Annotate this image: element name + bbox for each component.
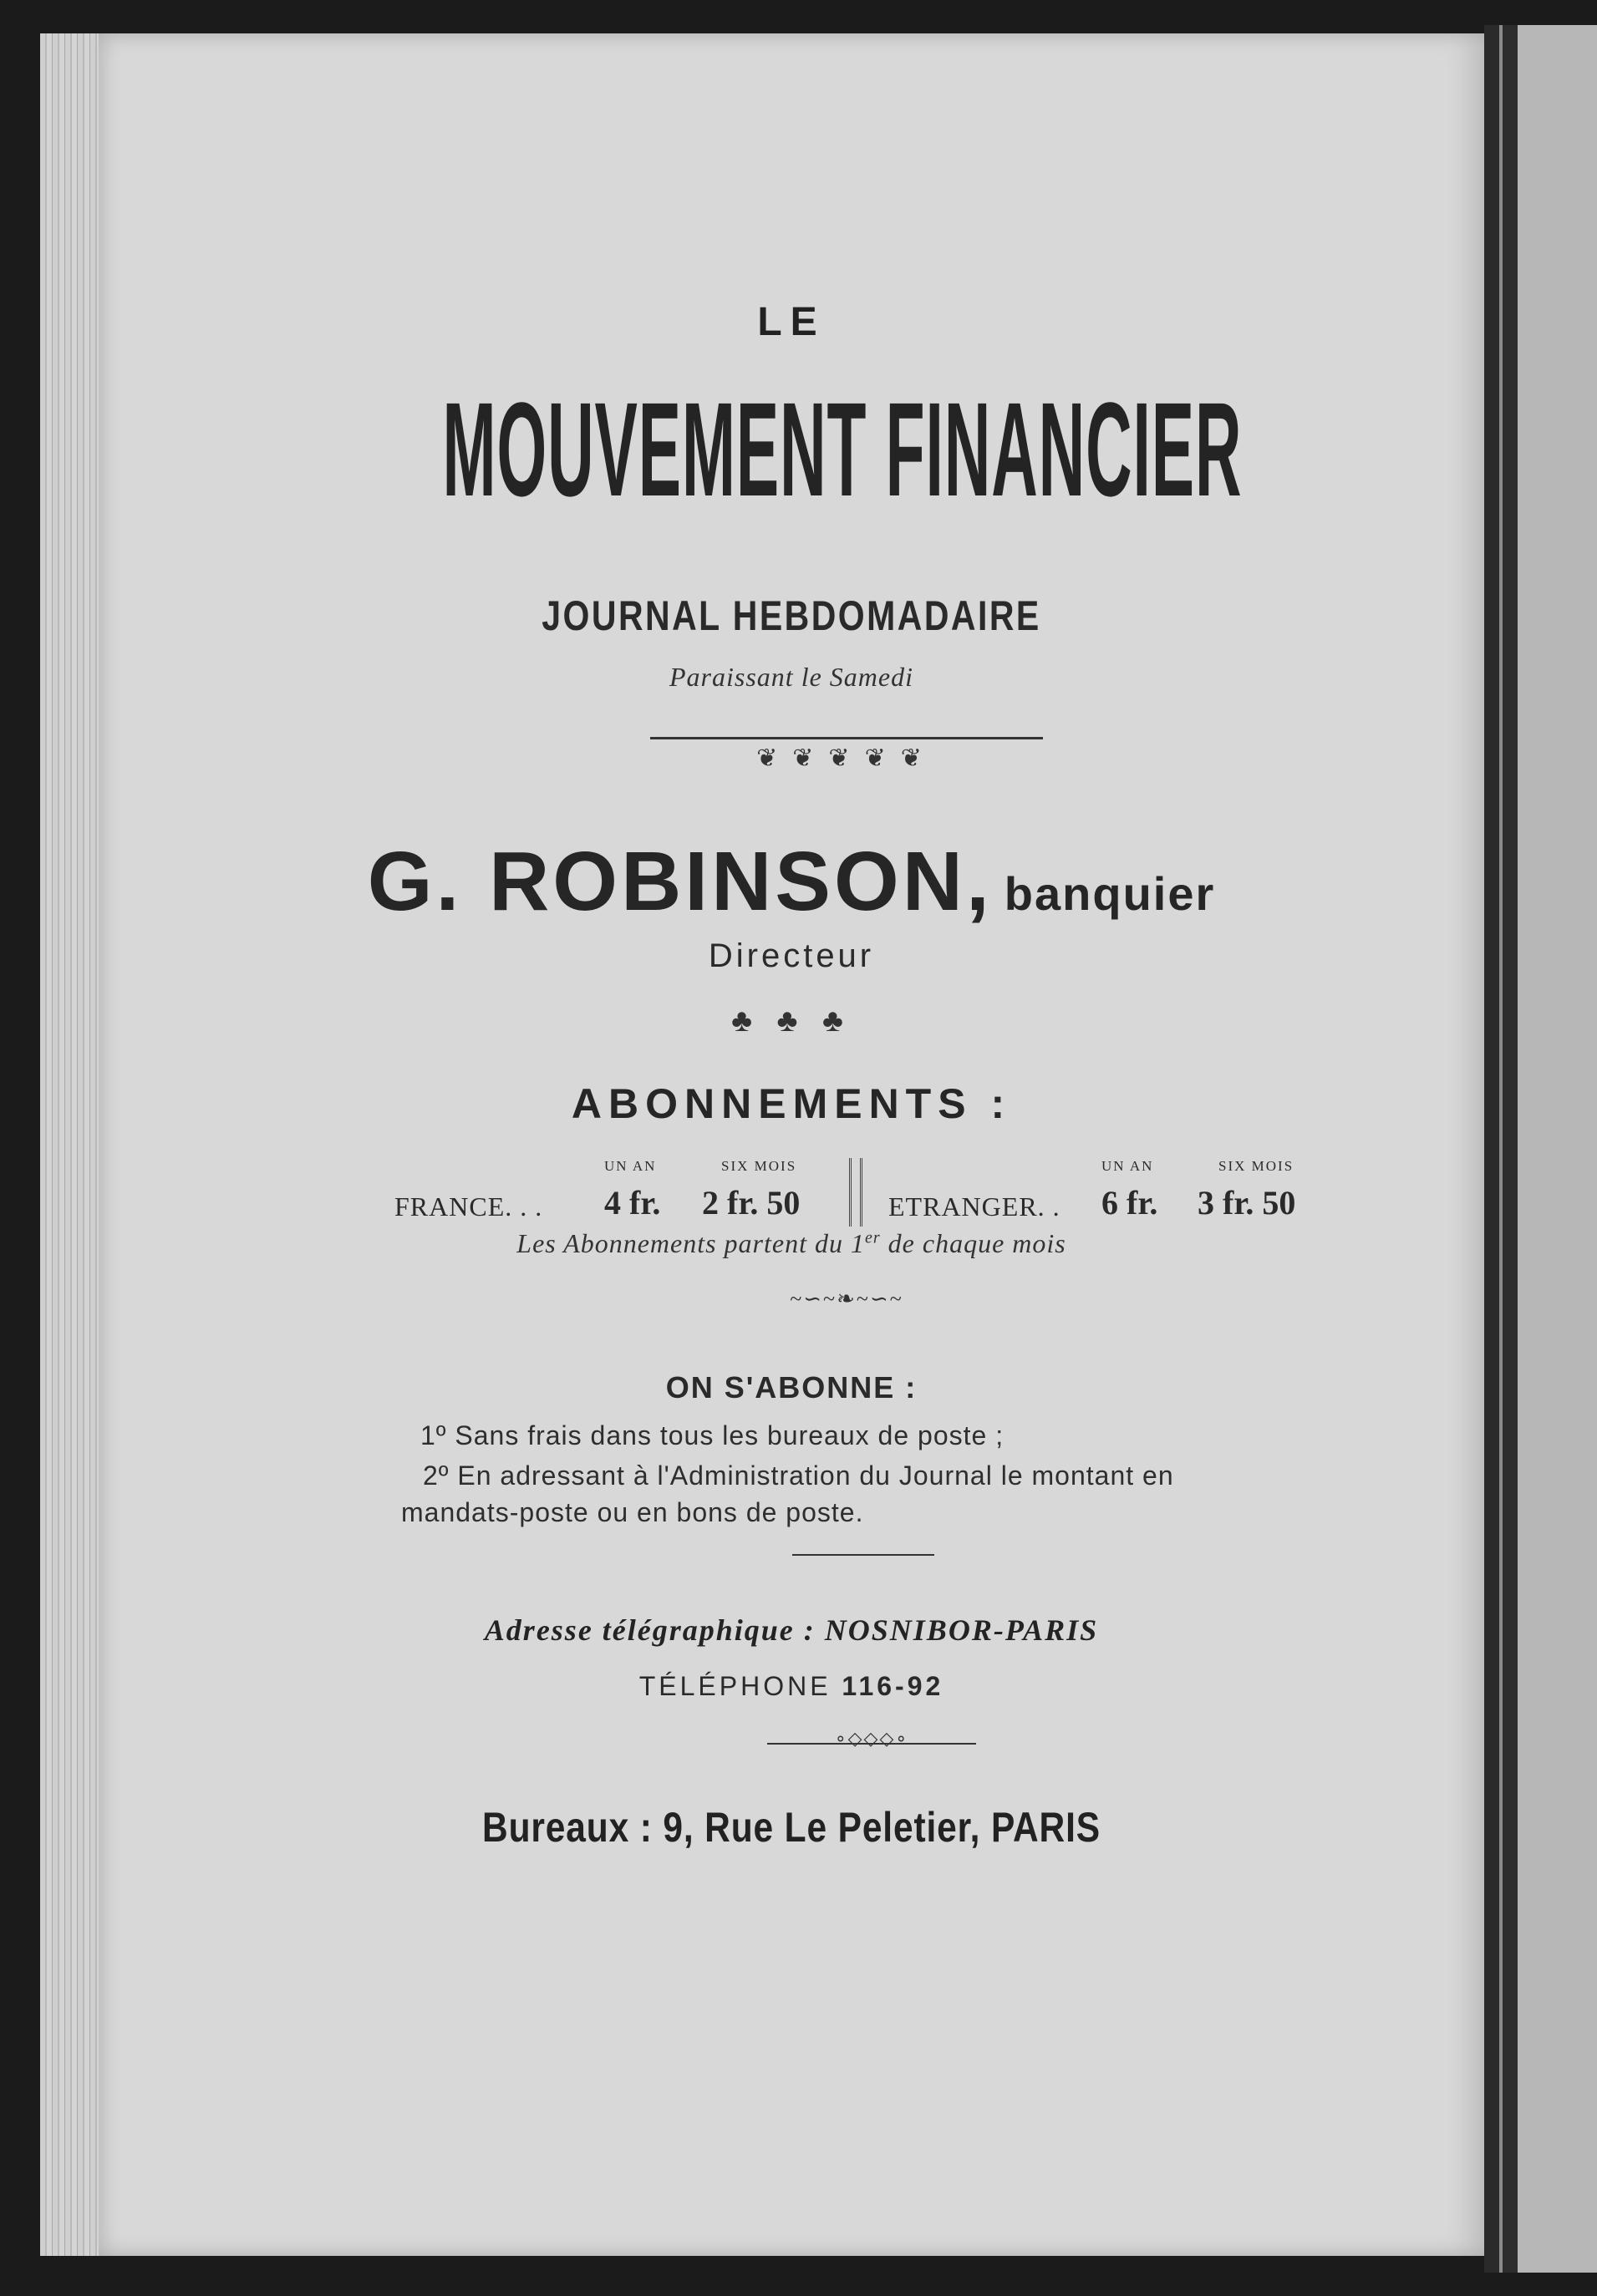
france-label: FRANCE. . . xyxy=(394,1191,543,1222)
subscription-start-note xyxy=(99,1228,1484,1259)
book-gutter xyxy=(1484,25,1597,2273)
start-note-superscript: er xyxy=(864,1228,881,1247)
subscribe-method-2-continued: mandats-poste ou en bons de poste. xyxy=(401,1497,864,1527)
director-line xyxy=(99,834,1484,930)
subscriptions-heading: ABONNEMENTS : xyxy=(571,1080,1012,1127)
scroll-ornament-icon: ~∽~❧~∽~ xyxy=(790,1287,903,1311)
france-half-price: 2 fr. 50 xyxy=(702,1184,801,1222)
subscribe-method-1: 1º Sans frais dans tous les bureaux de poste ; xyxy=(420,1420,1004,1450)
etranger-year-price: 6 fr. xyxy=(1101,1184,1158,1222)
telephone-line xyxy=(99,1671,1484,1702)
publication-frequency: Paraissant le Samedi xyxy=(669,662,913,692)
divider-rule xyxy=(650,737,1043,739)
subscribe-method-2: 2º En adressant à l'Administration du Journal le montant en xyxy=(423,1460,1174,1491)
start-note-text: Les Abonnements partent du 1 xyxy=(516,1228,865,1258)
director-role: Directeur xyxy=(708,937,875,974)
telegraph-address: Adresse télégraphique : NOSNIBOR-PARIS xyxy=(484,1613,1099,1647)
chain-ornament-icon: ∘◇◇◇∘ xyxy=(834,1728,909,1749)
wavy-divider xyxy=(792,1554,934,1556)
etranger-label: ETRANGER. . xyxy=(888,1191,1060,1222)
page-edge-stack xyxy=(40,33,107,2256)
director-profession: banquier xyxy=(1004,867,1216,920)
document-page xyxy=(99,33,1484,2256)
director-name: G. ROBINSON, xyxy=(367,835,993,928)
telephone-label: TÉLÉPHONE xyxy=(638,1671,832,1701)
telephone-number: 116-92 xyxy=(842,1671,944,1701)
france-half-label: SIX MOIS xyxy=(721,1158,797,1174)
masthead-article: LE xyxy=(757,300,826,344)
rates-separator xyxy=(849,1158,862,1227)
divider-ornament-icon: ❦❦❦❦❦ xyxy=(756,744,937,772)
office-address: Bureaux : 9, Rue Le Peletier, PARIS xyxy=(482,1804,1101,1851)
etranger-half-label: SIX MOIS xyxy=(1218,1158,1294,1174)
france-year-label: UN AN xyxy=(604,1158,657,1174)
etranger-year-label: UN AN xyxy=(1101,1158,1154,1174)
clubs-ornament-icon: ♣ ♣ ♣ xyxy=(731,1003,852,1039)
france-year-price: 4 fr. xyxy=(604,1184,661,1222)
masthead-title: MOUVEMENT FINANCIER xyxy=(442,374,1243,524)
etranger-half-price: 3 fr. 50 xyxy=(1198,1184,1296,1222)
how-to-subscribe-heading: ON S'ABONNE : xyxy=(665,1370,918,1405)
journal-subtitle: JOURNAL HEBDOMADAIRE xyxy=(542,592,1041,639)
start-note-tail: de chaque mois xyxy=(880,1228,1066,1258)
